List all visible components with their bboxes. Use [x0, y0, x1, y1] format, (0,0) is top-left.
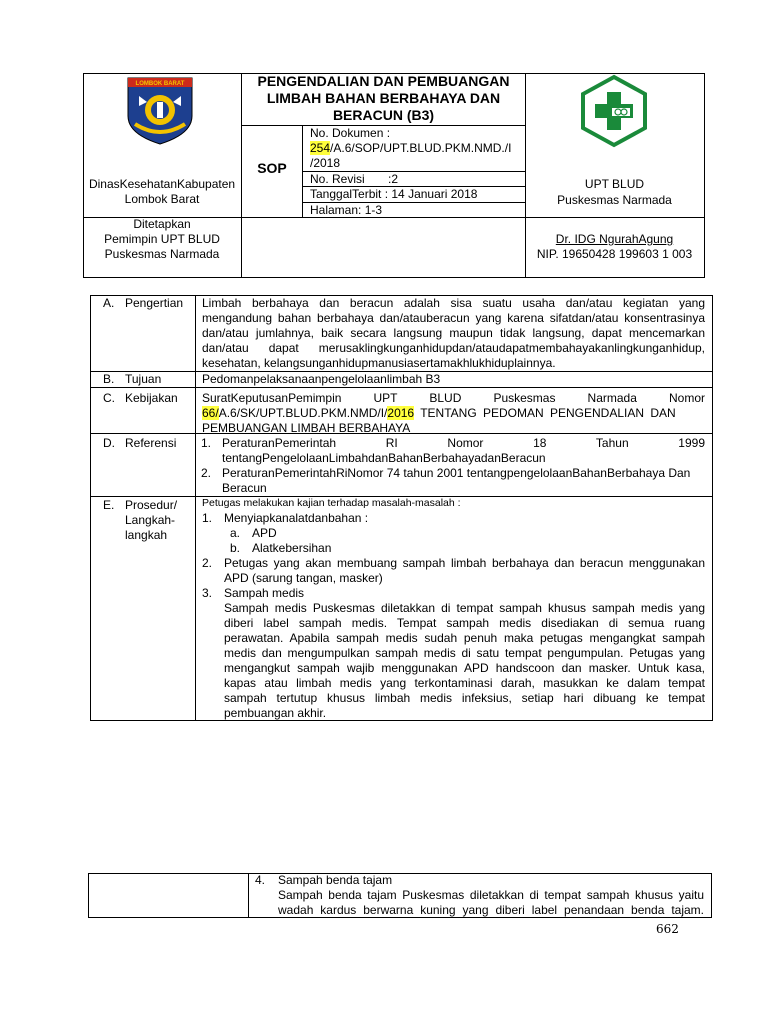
section-b-label: Tujuan — [125, 372, 162, 386]
step-3-line: diberi label sampah medis. Tempat sampah medis disediakan di semua ruang — [224, 616, 705, 630]
section-e-label-2: Langkah- — [125, 513, 176, 527]
unit-name-line2: Puskesmas Narmada — [557, 193, 672, 207]
puskesmas-logo — [578, 74, 650, 148]
section-d-letter: D. — [103, 436, 115, 450]
ditetapkan-line2: Pemimpin UPT BLUD — [104, 232, 220, 246]
step-4-line1: Sampah benda tajam Puskesmas diletakkan di tempat sampah khusus yaitu — [278, 888, 704, 902]
section-a-label: Pengertian — [125, 296, 184, 310]
ditetapkan-line3: Puskesmas Narmada — [104, 247, 220, 261]
step-3-number: 3. — [202, 586, 213, 600]
section-c-letter: C. — [103, 391, 115, 405]
signer-name: Dr. IDG NgurahAgung — [555, 232, 674, 246]
section-b-letter: B. — [103, 372, 115, 386]
policy-number-highlight: 66/ — [202, 406, 219, 420]
emblem-banner-text: LOMBOK BARAT — [135, 81, 185, 87]
unit-name-line1: UPT BLUD — [584, 177, 645, 191]
reference-2-line2: Beracun — [222, 481, 267, 495]
section-a-letter: A. — [103, 296, 115, 310]
step-3-line: medis dan mengumpulkan sampah medis di satu tempat pengumpulan. Petugas yang — [224, 646, 705, 660]
policy-line3: PEMBUANGAN LIMBAH BERBAHAYA — [202, 421, 411, 435]
section-e-letter: E. — [103, 498, 115, 512]
step-3-line: perawatan. Apabila sampah medis sudah penuh maka petugas mengangkat sampah — [224, 631, 705, 645]
policy-line1: SuratKeputusanPemimpin UPT BLUD Puskesmas Narmada Nomor — [202, 391, 705, 405]
reference-1-line1: PeraturanPemerintah RI Nomor 18 Tahun 1999 — [222, 436, 705, 450]
definition-line: kesehatan, kelangsunganhidupmanusiasertamakhlukhiduplainnya. — [202, 356, 556, 370]
definition-line: Limbah berbahaya dan beracun adalah sisa suatu usaha dan/atau kegiatan yang — [202, 296, 705, 310]
page-range: Halaman: 1-3 — [310, 203, 383, 217]
step-1a-text: APD — [252, 526, 277, 540]
document-title: PENGENDALIAN DAN PEMBUANGAN LIMBAH BAHAN BERBAHAYA DAN BERACUN (B3) — [257, 73, 510, 123]
step-1a-letter: a. — [230, 526, 241, 540]
step-4-title: Sampah benda tajam — [278, 873, 393, 887]
section-d-label: Referensi — [125, 436, 177, 450]
purpose-text: Pedomanpelaksanaanpengelolaanlimbah B3 — [202, 372, 441, 386]
agency-name: DinasKesehatanKabupaten Lombok Barat — [88, 177, 236, 206]
policy-year-highlight: 2016 — [387, 406, 415, 420]
doc-number-highlight: 254 — [310, 141, 331, 155]
signer-nip: NIP. 19650428 199603 1 003 — [536, 247, 693, 261]
policy-line2 — [202, 406, 712, 421]
policy-number-rest: TENTANG PEDOMAN PENGENDALIAN DAN — [414, 406, 676, 420]
page-number: 662 — [656, 922, 679, 936]
step-1b-letter: b. — [230, 541, 241, 555]
section-e-label-3: langkah — [125, 528, 168, 542]
definition-line: dan/atau jumlahnya, baik secara langsung maupun tidak langsung, dapat mencemarkan — [202, 326, 705, 340]
step-3-line: mengangkut sampah wajib menggunakan APD handscoon dan masker. Untuk kasa, — [224, 661, 705, 675]
sop-label: SOP — [257, 160, 287, 176]
reference-2-number: 2. — [201, 466, 212, 480]
issue-date: TanggalTerbit : 14 Januari 2018 — [310, 187, 478, 201]
definition-line: mengandung bahan berbahaya dan/atauberacun yang karena sifatdan/atau konsentrasinya — [202, 311, 705, 325]
step-3-line: pembuangan akhir. — [224, 706, 327, 720]
step-1-number: 1. — [202, 511, 213, 525]
revision-number: No. Revisi :2 — [310, 172, 399, 186]
doc-number-label: No. Dokumen : — [310, 126, 391, 140]
reference-1-number: 1. — [201, 436, 212, 450]
step-4-number: 4. — [255, 873, 266, 887]
step-2-line1: Petugas yang akan membuang sampah limbah berbahaya dan beracun menggunakan — [224, 556, 705, 570]
policy-number-mid: A.6/SK/UPT.BLUD.PKM.NMD/I/ — [218, 406, 388, 420]
section-c-label: Kebijakan — [125, 391, 178, 405]
step-1-text: Menyiapkanalatdanbahan : — [224, 511, 369, 525]
step-2-line2: APD (sarung tangan, masker) — [224, 571, 383, 585]
definition-line: dan/atau dapat merusaklingkunganhidupdan/ataudapatmembahayakanlingkunganhidup, — [202, 341, 705, 355]
doc-number-rest: /A.6/SOP/UPT.BLUD.PKM.NMD./I — [330, 141, 512, 155]
lombok-barat-emblem — [125, 76, 195, 146]
section-e-label-1: Prosedur/ — [125, 498, 178, 512]
ditetapkan-line1: Ditetapkan — [133, 217, 191, 231]
step-3-title: Sampah medis — [224, 586, 305, 600]
doc-number-year: /2018 — [310, 156, 341, 170]
procedure-intro: Petugas melakukan kajian terhadap masalah-masalah : — [202, 497, 461, 509]
step-3-line: kapas atau limbah medis yang terkontaminasi darah, masukkan ke dalam tempat — [224, 676, 705, 690]
reference-1-line2: tentangPengelolaanLimbahdanBahanBerbahayadanBeracun — [222, 451, 546, 465]
step-3-line: Sampah medis Puskesmas diletakkan di tempat sampah khusus sampah medis yang — [224, 601, 705, 615]
step-4-line2: wadah kardus berwarna kuning yang diberi label penandaan benda tajam. — [278, 903, 704, 917]
step-1b-text: Alatkebersihan — [252, 541, 332, 555]
step-3-line: sampah tertutup khusus limbah medis infeksius, setiap hari dibuang ke tempat — [224, 691, 705, 705]
doc-number — [310, 141, 524, 156]
reference-2-line1: PeraturanPemerintahRiNomor 74 tahun 2001 tentangpengelolaanBahanBerbahaya Dan — [222, 466, 691, 480]
step-2-number: 2. — [202, 556, 213, 570]
